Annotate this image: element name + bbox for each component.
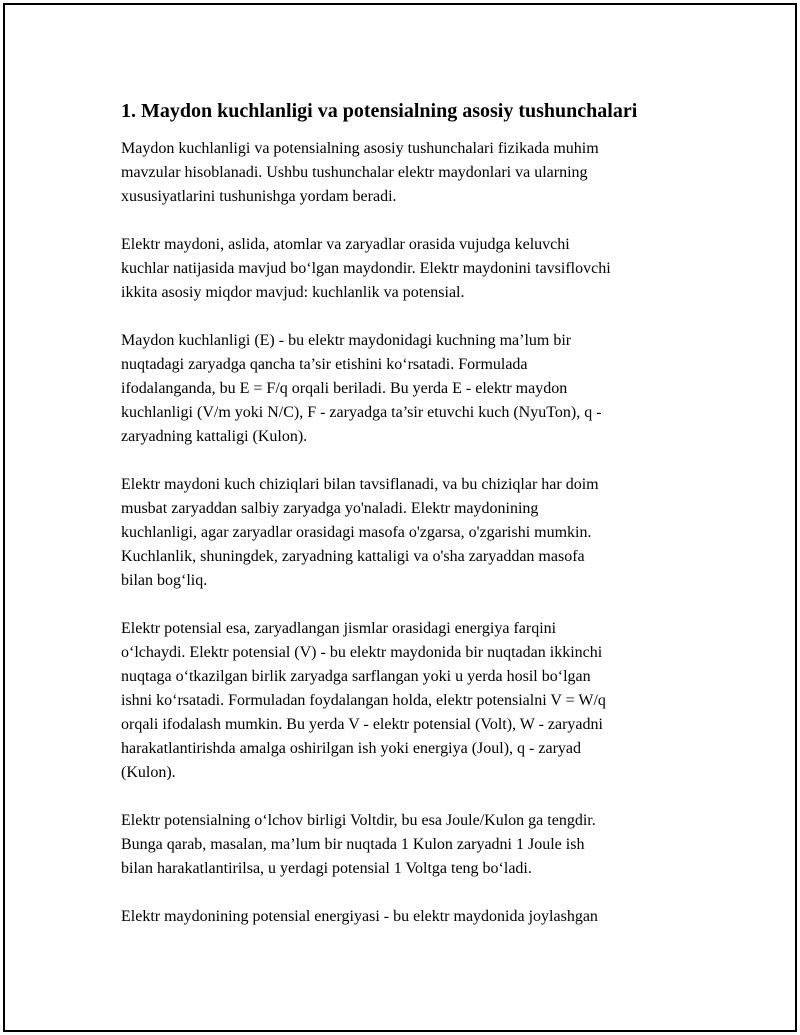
paragraph bbox=[121, 137, 701, 209]
text-line: zaryadning kattaligi (Kulon). bbox=[121, 428, 308, 445]
paragraph bbox=[121, 329, 701, 449]
text-line: Bunga qarab, masalan, ma’lum bir nuqtada 1 Kulon zaryadni 1 Joule ish bbox=[121, 836, 585, 853]
text-line: Maydon kuchlanligi va potensialning asosiy tushunchalari fizikada muhim bbox=[121, 140, 599, 157]
text-line: nuqtadagi zaryadga qancha ta’sir etishini ko‘rsatadi. Formulada bbox=[121, 356, 528, 373]
paragraph bbox=[121, 809, 701, 881]
page-frame bbox=[3, 3, 797, 1032]
text-line: ikkita asosiy miqdor mavjud: kuchlanlik va potensial. bbox=[121, 284, 465, 301]
text-line: mavzular hisoblanadi. Ushbu tushunchalar elektr maydonlari va ularning bbox=[121, 164, 588, 181]
text-line: bilan harakatlantirilsa, u yerdagi potensial 1 Voltga teng bo‘ladi. bbox=[121, 860, 532, 877]
text-line: orqali ifodalash mumkin. Bu yerda V - elektr potensial (Volt), W - zaryadni bbox=[121, 716, 603, 733]
paragraph-list bbox=[121, 137, 701, 929]
text-line: ishni ko‘rsatadi. Formuladan foydalangan holda, elektr potensialni V = W/q bbox=[121, 692, 606, 709]
document-body bbox=[121, 99, 701, 953]
text-line: kuchlanligi (V/m yoki N/C), F - zaryadga ta’sir etuvchi kuch (NyuTon), q - bbox=[121, 404, 602, 421]
text-line: (Kulon). bbox=[121, 764, 176, 781]
section-heading: 1. Maydon kuchlanligi va potensialning asosiy tushunchalari bbox=[121, 100, 638, 122]
text-line: bilan bog‘liq. bbox=[121, 572, 208, 589]
text-line: kuchlar natijasida mavjud bo‘lgan maydondir. Elektr maydonini tavsiflovchi bbox=[121, 260, 611, 277]
text-line: Kuchlanlik, shuningdek, zaryadning kattaligi va o'sha zaryaddan masofa bbox=[121, 548, 585, 565]
paragraph bbox=[121, 233, 701, 305]
text-line: Elektr maydonining potensial energiyasi - bu elektr maydonida joylashgan bbox=[121, 908, 598, 925]
text-line: kuchlanligi, agar zaryadlar orasidagi masofa o'zgarsa, o'zgarishi mumkin. bbox=[121, 524, 592, 541]
text-line: nuqtaga o‘tkazilgan birlik zaryadga sarflangan yoki u yerda hosil bo‘lgan bbox=[121, 668, 591, 685]
text-line: Elektr maydoni, aslida, atomlar va zaryadlar orasida vujudga keluvchi bbox=[121, 236, 570, 253]
text-line: xususiyatlarini tushunishga yordam beradi. bbox=[121, 188, 397, 205]
paragraph bbox=[121, 905, 701, 929]
paragraph bbox=[121, 617, 701, 785]
text-line: Elektr maydoni kuch chiziqlari bilan tavsiflanadi, va bu chiziqlar har doim bbox=[121, 476, 599, 493]
text-line: musbat zaryaddan salbiy zaryadga yo'naladi. Elektr maydonining bbox=[121, 500, 539, 517]
text-line: Elektr potensial esa, zaryadlangan jismlar orasidagi energiya farqini bbox=[121, 620, 557, 637]
text-line: o‘lchaydi. Elektr potensial (V) - bu elektr maydonida bir nuqtadan ikkinchi bbox=[121, 644, 603, 661]
text-line: Maydon kuchlanligi (E) - bu elektr maydonidagi kuchning ma’lum bir bbox=[121, 332, 572, 349]
paragraph bbox=[121, 473, 701, 593]
text-line: ifodalanganda, bu E = F/q orqali beriladi. Bu yerda E - elektr maydon bbox=[121, 380, 568, 397]
text-line: harakatlantirishda amalga oshirilgan ish yoki energiya (Joul), q - zaryad bbox=[121, 740, 581, 757]
text-line: Elektr potensialning o‘lchov birligi Voltdir, bu esa Joule/Kulon ga tengdir. bbox=[121, 812, 596, 829]
